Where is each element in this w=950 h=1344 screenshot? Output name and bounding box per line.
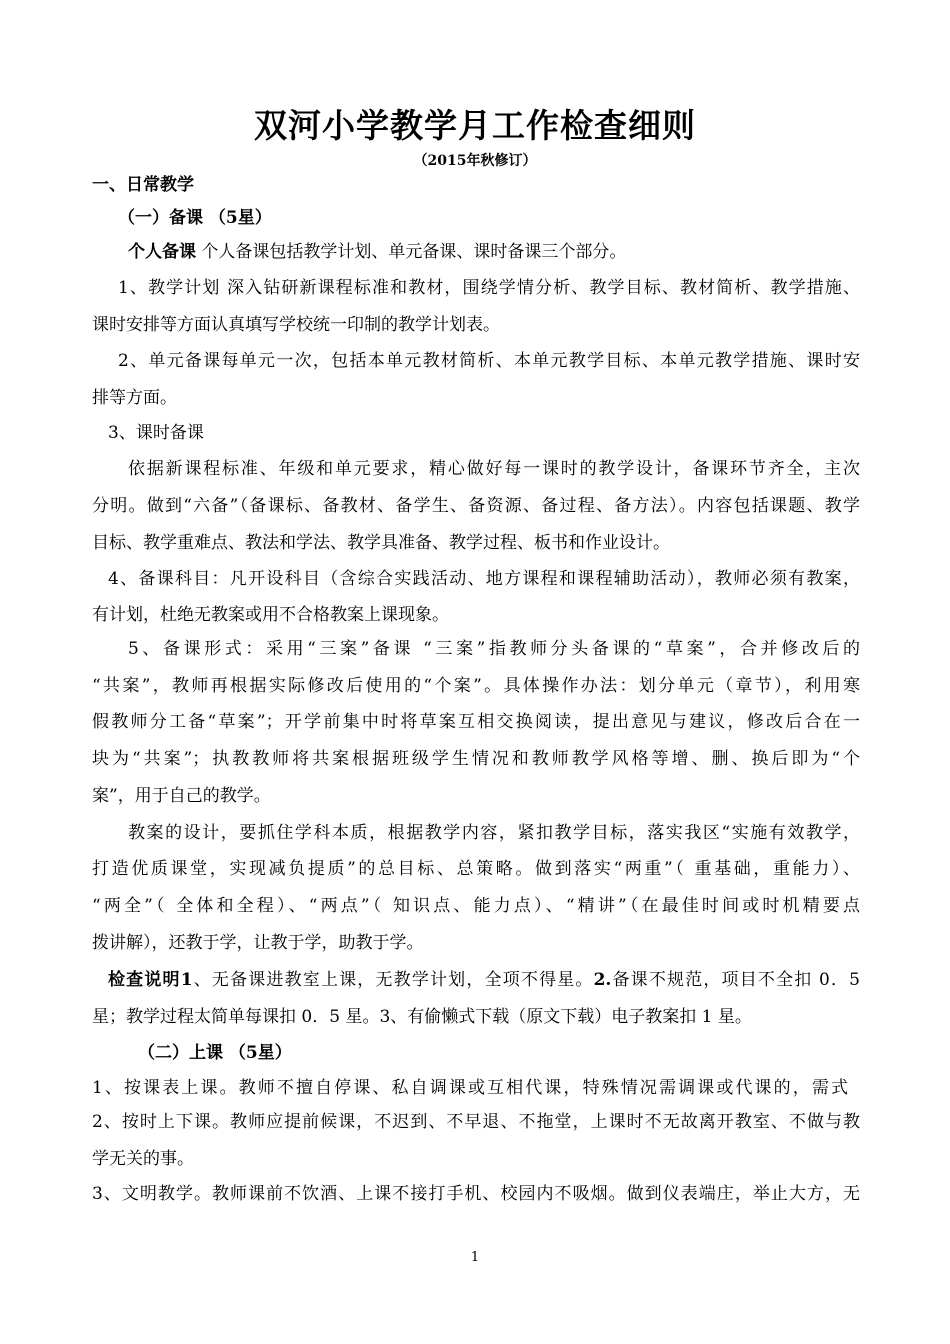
check-note-text: 、无备课进教室上课，无教学计划，全项不得星。 <box>192 970 594 990</box>
text-line: 5、备课形式：采用“三案”备课 “三案”指教师分头备课的“草案”，合并修改后的 <box>128 639 860 659</box>
text-line: 目标、教学重难点、教法和学法、教学具准备、教学过程、板书和作业设计。 <box>92 533 670 553</box>
subsection-heading-class: （二）上课 （5星） <box>138 1043 292 1063</box>
subsection-heading-prep: （一）备课 （5星） <box>118 208 272 228</box>
check-note-text: 备课不规范，项目不全扣 0．5 <box>611 970 860 990</box>
text-line: 2、单元备课每单元一次，包括本单元教材简析、本单元教学目标、本单元教学措施、课时安 <box>118 351 860 371</box>
document-title: 双河小学教学月工作检查细则 <box>254 106 696 145</box>
document-subtitle: （2015年秋修订） <box>413 153 537 169</box>
text-line: 学无关的事。 <box>92 1149 194 1169</box>
text-line: 2、按时上下课。教师应提前候课，不迟到、不早退、不拖堂，上课时不无故离开教室、不做与教 <box>92 1112 860 1132</box>
text-line: 排等方面。 <box>92 388 177 408</box>
text-line: 教案的设计，要抓住学科本质，根据教学内容，紧扣教学目标，落实我区“实施有效教学， <box>128 823 860 843</box>
text-line: “共案”，教师再根据实际修改后使用的“个案”。具体操作办法：划分单元（章节），利用寒 <box>92 676 860 696</box>
check-notes-label: 检查说明 <box>108 970 181 990</box>
text-line: 1、教学计划 深入钻研新课程标准和教材，围绕学情分析、教学目标、教材简析、教学措施、 <box>118 278 860 298</box>
text-line: 案”，用于自己的教学。 <box>92 786 271 806</box>
check-notes-line <box>108 969 860 991</box>
text-line: “两全”（ 全体和全程）、“两点”（ 知识点、能力点）、“精讲”（在最佳时间或时机精要点 <box>92 896 860 916</box>
text-line: 依据新课程标准、年级和单元要求，精心做好每一课时的教学设计，备课环节齐全，主次 <box>128 459 860 479</box>
text-line: 3、文明教学。教师课前不饮酒、上课不接打手机、校园内不吸烟。做到仪表端庄，举止大方，无 <box>92 1184 860 1204</box>
personal-prep-text: 个人备课包括教学计划、单元备课、课时备课三个部分。 <box>196 242 627 262</box>
text-line: 有计划，杜绝无教案或用不合格教案上课现象。 <box>92 605 449 625</box>
check-note-number: 2. <box>593 970 612 990</box>
text-line: 4、备课科目：凡开设科目（含综合实践活动、地方课程和课程辅助活动），教师必须有教案， <box>108 569 860 589</box>
personal-prep-paragraph <box>128 241 626 263</box>
check-note-number: 1 <box>180 970 193 990</box>
personal-prep-label: 个人备课 <box>128 242 196 262</box>
text-line: 1、按课表上课。教师不擅自停课、私自调课或互相代课，特殊情况需调课或代课的，需式 <box>92 1078 848 1098</box>
page-number: 1 <box>470 1250 480 1265</box>
section-heading: 一、日常教学 <box>92 175 194 195</box>
check-notes-line: 星；教学过程太简单每课扣 0．5 星。3、有偷懒式下载（原文下载）电子教案扣 1 星。 <box>92 1007 752 1027</box>
text-line: 打造优质课堂，实现减负提质”的总目标、总策略。做到落实“两重”（ 重基础，重能力）、 <box>92 859 860 879</box>
text-line: 拨讲解），还教于学，让教于学，助教于学。 <box>92 933 424 953</box>
text-line: 分明。做到“六备”（备课标、备教材、备学生、备资源、备过程、备方法）。内容包括课题、教学 <box>92 496 860 516</box>
text-line: 块为“共案”；执教教师将共案根据班级学生情况和教师教学风格等增、删、换后即为“个 <box>92 749 860 769</box>
text-line: 课时安排等方面认真填写学校统一印制的教学计划表。 <box>92 315 500 335</box>
text-line: 假教师分工备“草案”；开学前集中时将草案互相交换阅读，提出意见与建议，修改后合在一 <box>92 712 860 732</box>
text-line: 3、课时备课 <box>108 423 204 443</box>
